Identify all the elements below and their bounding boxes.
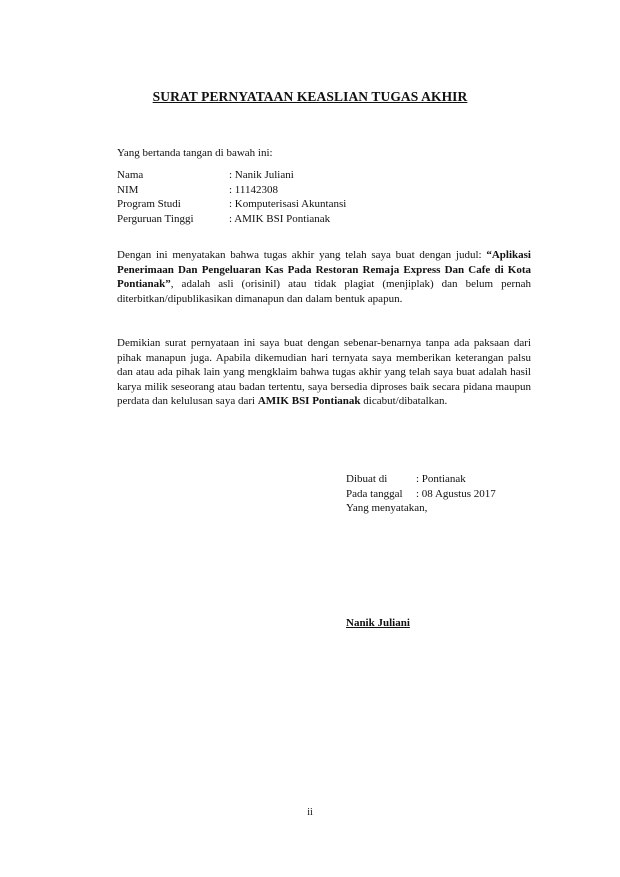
place-label: Dibuat di [346,473,388,485]
field-label: Perguruan Tinggi [117,212,194,225]
date-label: Pada tanggal [346,487,403,500]
thesis-title: “Aplikasi Penerimaan Dan Pengeluaran Kas Pada Restoran Remaja Express Dan Cafe di Kota Pontianak” [117,249,531,290]
date-value: : 08 Agustus 2017 [416,487,496,500]
paragraph-text: , adalah asli (orisinil) atau tidak plagiat (menjiplak) dan belum pernah diterbitkan/dipublikasikan dimanapun dan dalam bentuk apapun. [117,278,531,305]
closing-text: Yang menyatakan, [346,502,428,514]
date-row [346,487,496,502]
page-number: ii [307,807,313,818]
place-row [346,472,496,487]
field-row-name [117,168,346,183]
institution-name: AMIK BSI Pontianak [257,395,361,407]
statement-paragraph [117,248,531,306]
field-label: Program Studi [117,198,181,210]
field-value: : Nanik Juliani [229,169,294,181]
signer-name: Nanik Juliani [346,617,410,629]
field-value: : 11142308 [229,183,278,196]
place-value: : Pontianak [416,473,466,485]
field-row-program [117,197,346,212]
document-title: SURAT PERNYATAAN KEASLIAN TUGAS AKHIR [152,89,468,104]
field-value: : AMIK BSI Pontianak [229,212,331,225]
paragraph-text: dicabut/dibatalkan. [360,395,448,407]
field-row-institution [117,212,346,227]
intro-text: Yang bertanda tangan di bawah ini: [117,147,273,159]
field-value: : Komputerisasi Akuntansi [229,198,347,210]
identity-fields [117,168,346,226]
paragraph-text: Dengan ini menyatakan bahwa tugas akhir yang telah saya buat dengan judul: [117,249,487,261]
field-label: NIM [117,183,139,196]
signature-block [346,472,496,516]
field-label: Nama [117,169,144,181]
field-row-nim [117,183,346,198]
declaration-paragraph [117,336,531,409]
paragraph-text: Demikian surat pernyataan ini saya buat dengan sebenar-benarnya tanpa ada paksaan dari pihak manapun juga. Apabila dikemudian hari ternyata saya memberikan keterangan palsu dan atau ada pihak lain yang mengklaim bahwa tugas akhir yang telah saya buat adalah hasil karya milik seseorang atau badan tertentu, saya bersedia diproses baik secara pidana maupun perdata dan kelulusan saya dari [117,337,531,407]
